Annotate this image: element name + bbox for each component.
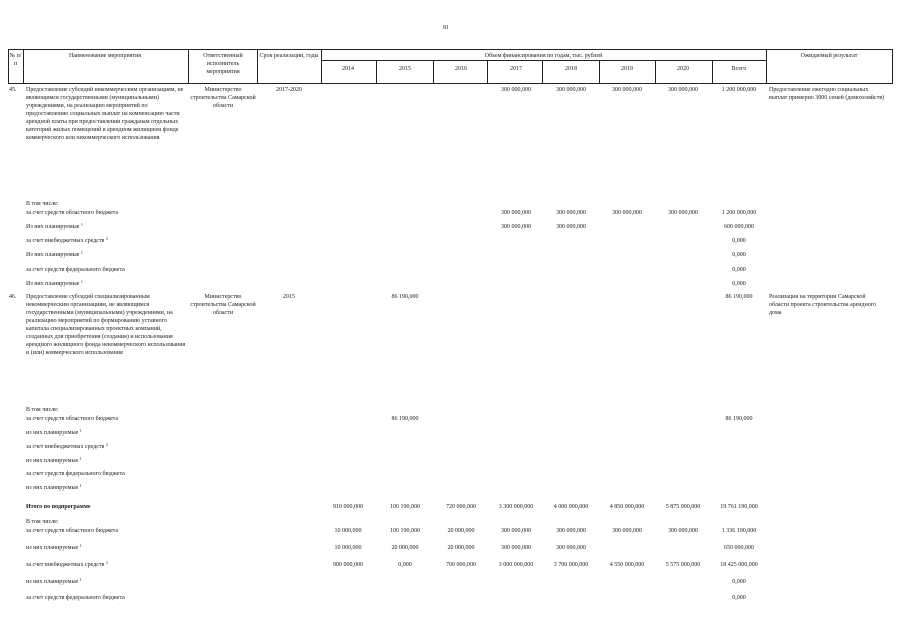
footnote-marker: 1 <box>79 428 82 433</box>
sub-row-label <box>26 484 82 492</box>
value-cell: 0,000 <box>732 238 746 244</box>
value-cell: 3 300 000,000 <box>498 504 534 510</box>
value-cell: 300 000,000 <box>556 210 586 216</box>
footnote-marker: 1 <box>79 456 82 461</box>
value-cell: 20 000,000 <box>447 528 475 534</box>
value-cell: 300 000,000 <box>612 528 642 534</box>
header-year: Всего <box>731 66 747 72</box>
value-cell: 720 000,000 <box>446 504 476 510</box>
row-label-text: из них планируемые <box>26 545 79 551</box>
item-period: 2015 <box>283 294 295 300</box>
value-cell: 3 700 000,000 <box>553 562 589 568</box>
header-column-divider <box>257 49 258 84</box>
row-label-text: из них планируемые <box>26 430 79 436</box>
value-cell: 900 000,000 <box>333 562 363 568</box>
year-subheader-border <box>321 60 766 61</box>
value-cell: 650 000,000 <box>724 545 754 551</box>
value-cell: 0,000 <box>732 281 746 287</box>
value-cell: 300 000,000 <box>501 210 531 216</box>
row-label-text: Из них планируемые <box>26 252 80 258</box>
sub-row-label <box>26 251 83 259</box>
sub-row-label <box>26 470 125 478</box>
row-label-text: за счет средств областного бюджета <box>26 416 119 422</box>
value-cell: 300 000,000 <box>556 545 586 551</box>
sub-row-label <box>26 578 82 586</box>
value-cell: 18 425 000,000 <box>720 562 758 568</box>
value-cell: 10 000,000 <box>334 528 362 534</box>
sub-row-label <box>26 443 108 451</box>
row-label-text: за счет средств федерального бюджета <box>26 595 125 601</box>
sub-row-label <box>26 457 82 465</box>
page-number: 81 <box>443 25 449 31</box>
item-number: 45. <box>9 87 17 93</box>
sub-row-label <box>26 429 82 437</box>
footnote-marker: 1 <box>80 279 83 284</box>
sub-row-label <box>26 544 82 552</box>
value-cell: 10 000,000 <box>334 545 362 551</box>
value-cell: 0,000 <box>732 579 746 585</box>
row-label-text: из них планируемые <box>26 579 79 585</box>
sub-row-label <box>26 266 125 274</box>
header-bottom-border <box>8 83 892 84</box>
header-year: 2018 <box>565 66 577 72</box>
header-num: № п/п <box>9 53 22 67</box>
value-cell: 20 000,000 <box>447 545 475 551</box>
header-top-border <box>8 49 892 50</box>
footnote-marker: 1 <box>79 577 82 582</box>
header-year: 2017 <box>510 66 522 72</box>
sub-row-label <box>26 415 118 423</box>
value-cell: 0,000 <box>732 595 746 601</box>
row-label-text: за счет внебюджетных средств <box>26 444 105 450</box>
sub-row-label <box>26 280 83 288</box>
item-number: 46. <box>9 294 17 300</box>
value-cell: 86 190,000 <box>725 294 753 300</box>
value-cell: 3 000 000,000 <box>498 562 534 568</box>
row-label-text: В том числе: <box>26 201 59 207</box>
value-cell: 700 000,000 <box>446 562 476 568</box>
value-cell: 600 000,000 <box>724 224 754 230</box>
sub-row-label <box>26 527 118 535</box>
value-cell: 5 575 000,000 <box>665 562 701 568</box>
value-cell: 86 190,000 <box>391 294 419 300</box>
value-cell: 0,000 <box>398 562 412 568</box>
value-cell: 300 000,000 <box>668 87 698 93</box>
row-label-text: за счет средств федерального бюджета <box>26 471 125 477</box>
item-executor: Министерство строительства Самарской области <box>190 294 256 316</box>
header-volume: Объем финансирования по годам, тыс. рублей <box>484 53 603 59</box>
footnote-marker: 2 <box>105 442 108 447</box>
item-result: Реализация на территории Самарской области проекта строительства арендного дома <box>769 294 877 316</box>
item-name: Предоставление субсидий некоммерческим организациям, не являющимся государственными (муниципальными) учреждениями, на реализацию мероприятий по предоставлению социальных выплат на компенсацию части арендной платы при предоставлении гражданам отдельных категорий жилых помещений в арендном жилищном фонде коммерческого или некоммерческого использования <box>26 87 184 141</box>
total-label: Итого по подпрограмме <box>26 504 91 510</box>
footnote-marker: 1 <box>79 483 82 488</box>
value-cell: 106 190,000 <box>390 504 420 510</box>
sub-row-label <box>26 223 83 231</box>
row-label-text: за счет средств областного бюджета <box>26 210 119 216</box>
value-cell: 300 000,000 <box>556 224 586 230</box>
row-label-text: за счет внебюджетных средств <box>26 562 105 568</box>
sub-row-label <box>26 237 108 245</box>
value-cell: 300 000,000 <box>668 528 698 534</box>
value-cell: 106 190,000 <box>390 528 420 534</box>
value-cell: 300 000,000 <box>612 87 642 93</box>
row-label-text: Из них планируемые <box>26 224 80 230</box>
sub-row-label <box>26 200 58 208</box>
row-label-text: за счет средств федерального бюджета <box>26 267 125 273</box>
header-executor: Ответственный исполнитель мероприятия <box>203 53 243 75</box>
item-period: 2017-2020 <box>276 87 302 93</box>
value-cell: 1 336 190,000 <box>721 528 757 534</box>
row-label-text: В том числе: <box>26 407 59 413</box>
value-cell: 0,000 <box>732 252 746 258</box>
value-cell: 910 000,000 <box>333 504 363 510</box>
value-cell: 300 000,000 <box>501 87 531 93</box>
sub-row-label <box>26 594 125 602</box>
header-year: 2016 <box>455 66 467 72</box>
sub-row-label <box>26 406 58 414</box>
value-cell: 4 850 000,000 <box>609 504 645 510</box>
value-cell: 19 761 190,000 <box>720 504 758 510</box>
value-cell: 300 000,000 <box>668 210 698 216</box>
value-cell: 300 000,000 <box>501 545 531 551</box>
header-result: Ожидаемый результат <box>800 53 858 59</box>
value-cell: 300 000,000 <box>612 210 642 216</box>
header-name: Наименование мероприятия <box>68 53 142 59</box>
value-cell: 86 190,000 <box>391 416 419 422</box>
value-cell: 4 550 000,000 <box>609 562 645 568</box>
header-column-divider <box>892 49 893 84</box>
item-executor: Министерство строительства Самарской области <box>190 87 256 109</box>
header-column-divider <box>188 49 189 84</box>
header-period: Срок реализации, годы <box>259 53 319 59</box>
value-cell: 86 190,000 <box>725 416 753 422</box>
header-year: 2014 <box>342 66 354 72</box>
value-cell: 300 000,000 <box>556 528 586 534</box>
header-year: 2015 <box>399 66 411 72</box>
value-cell: 1 200 000,000 <box>721 87 757 93</box>
value-cell: 1 200 000,000 <box>721 210 757 216</box>
sub-row-label <box>26 518 58 526</box>
header-year: 2020 <box>677 66 689 72</box>
footnote-marker: 2 <box>105 236 108 241</box>
row-label-text: за счет внебюджетных средств <box>26 238 105 244</box>
value-cell: 300 000,000 <box>501 224 531 230</box>
footnote-marker: 2 <box>105 560 108 565</box>
sub-row-label <box>26 209 118 217</box>
row-label-text: Из них планируемые <box>26 281 80 287</box>
footnote-marker: 1 <box>80 222 83 227</box>
header-column-divider <box>23 49 24 84</box>
value-cell: 300 000,000 <box>501 528 531 534</box>
value-cell: 0,000 <box>732 267 746 273</box>
row-label-text: за счет средств областного бюджета <box>26 528 119 534</box>
footnote-marker: 1 <box>79 543 82 548</box>
row-label-text: из них планируемые <box>26 485 79 491</box>
item-result: Предоставление ежегодно социальных выплат примерно 3000 семей (домохозяйств) <box>769 87 885 101</box>
value-cell: 20 000,000 <box>391 545 419 551</box>
row-label-text: из них планируемые <box>26 458 79 464</box>
sub-row-label <box>26 561 108 569</box>
value-cell: 4 000 000,000 <box>553 504 589 510</box>
footnote-marker: 1 <box>80 250 83 255</box>
header-year: 2019 <box>621 66 633 72</box>
item-name: Предоставление субсидий специализированным некоммерческим организациям, не являющимся государственными (муниципальными) учреждениями, на реализацию мероприятий по формированию уставного капитала специализированных проектных компаний, созданных для приобретения (создания) и использования арендного жилищного фонда некоммерческого использования и (или) коммерческого использования <box>26 294 186 356</box>
value-cell: 5 875 000,000 <box>665 504 701 510</box>
row-label-text: В том числе: <box>26 519 59 525</box>
value-cell: 300 000,000 <box>556 87 586 93</box>
